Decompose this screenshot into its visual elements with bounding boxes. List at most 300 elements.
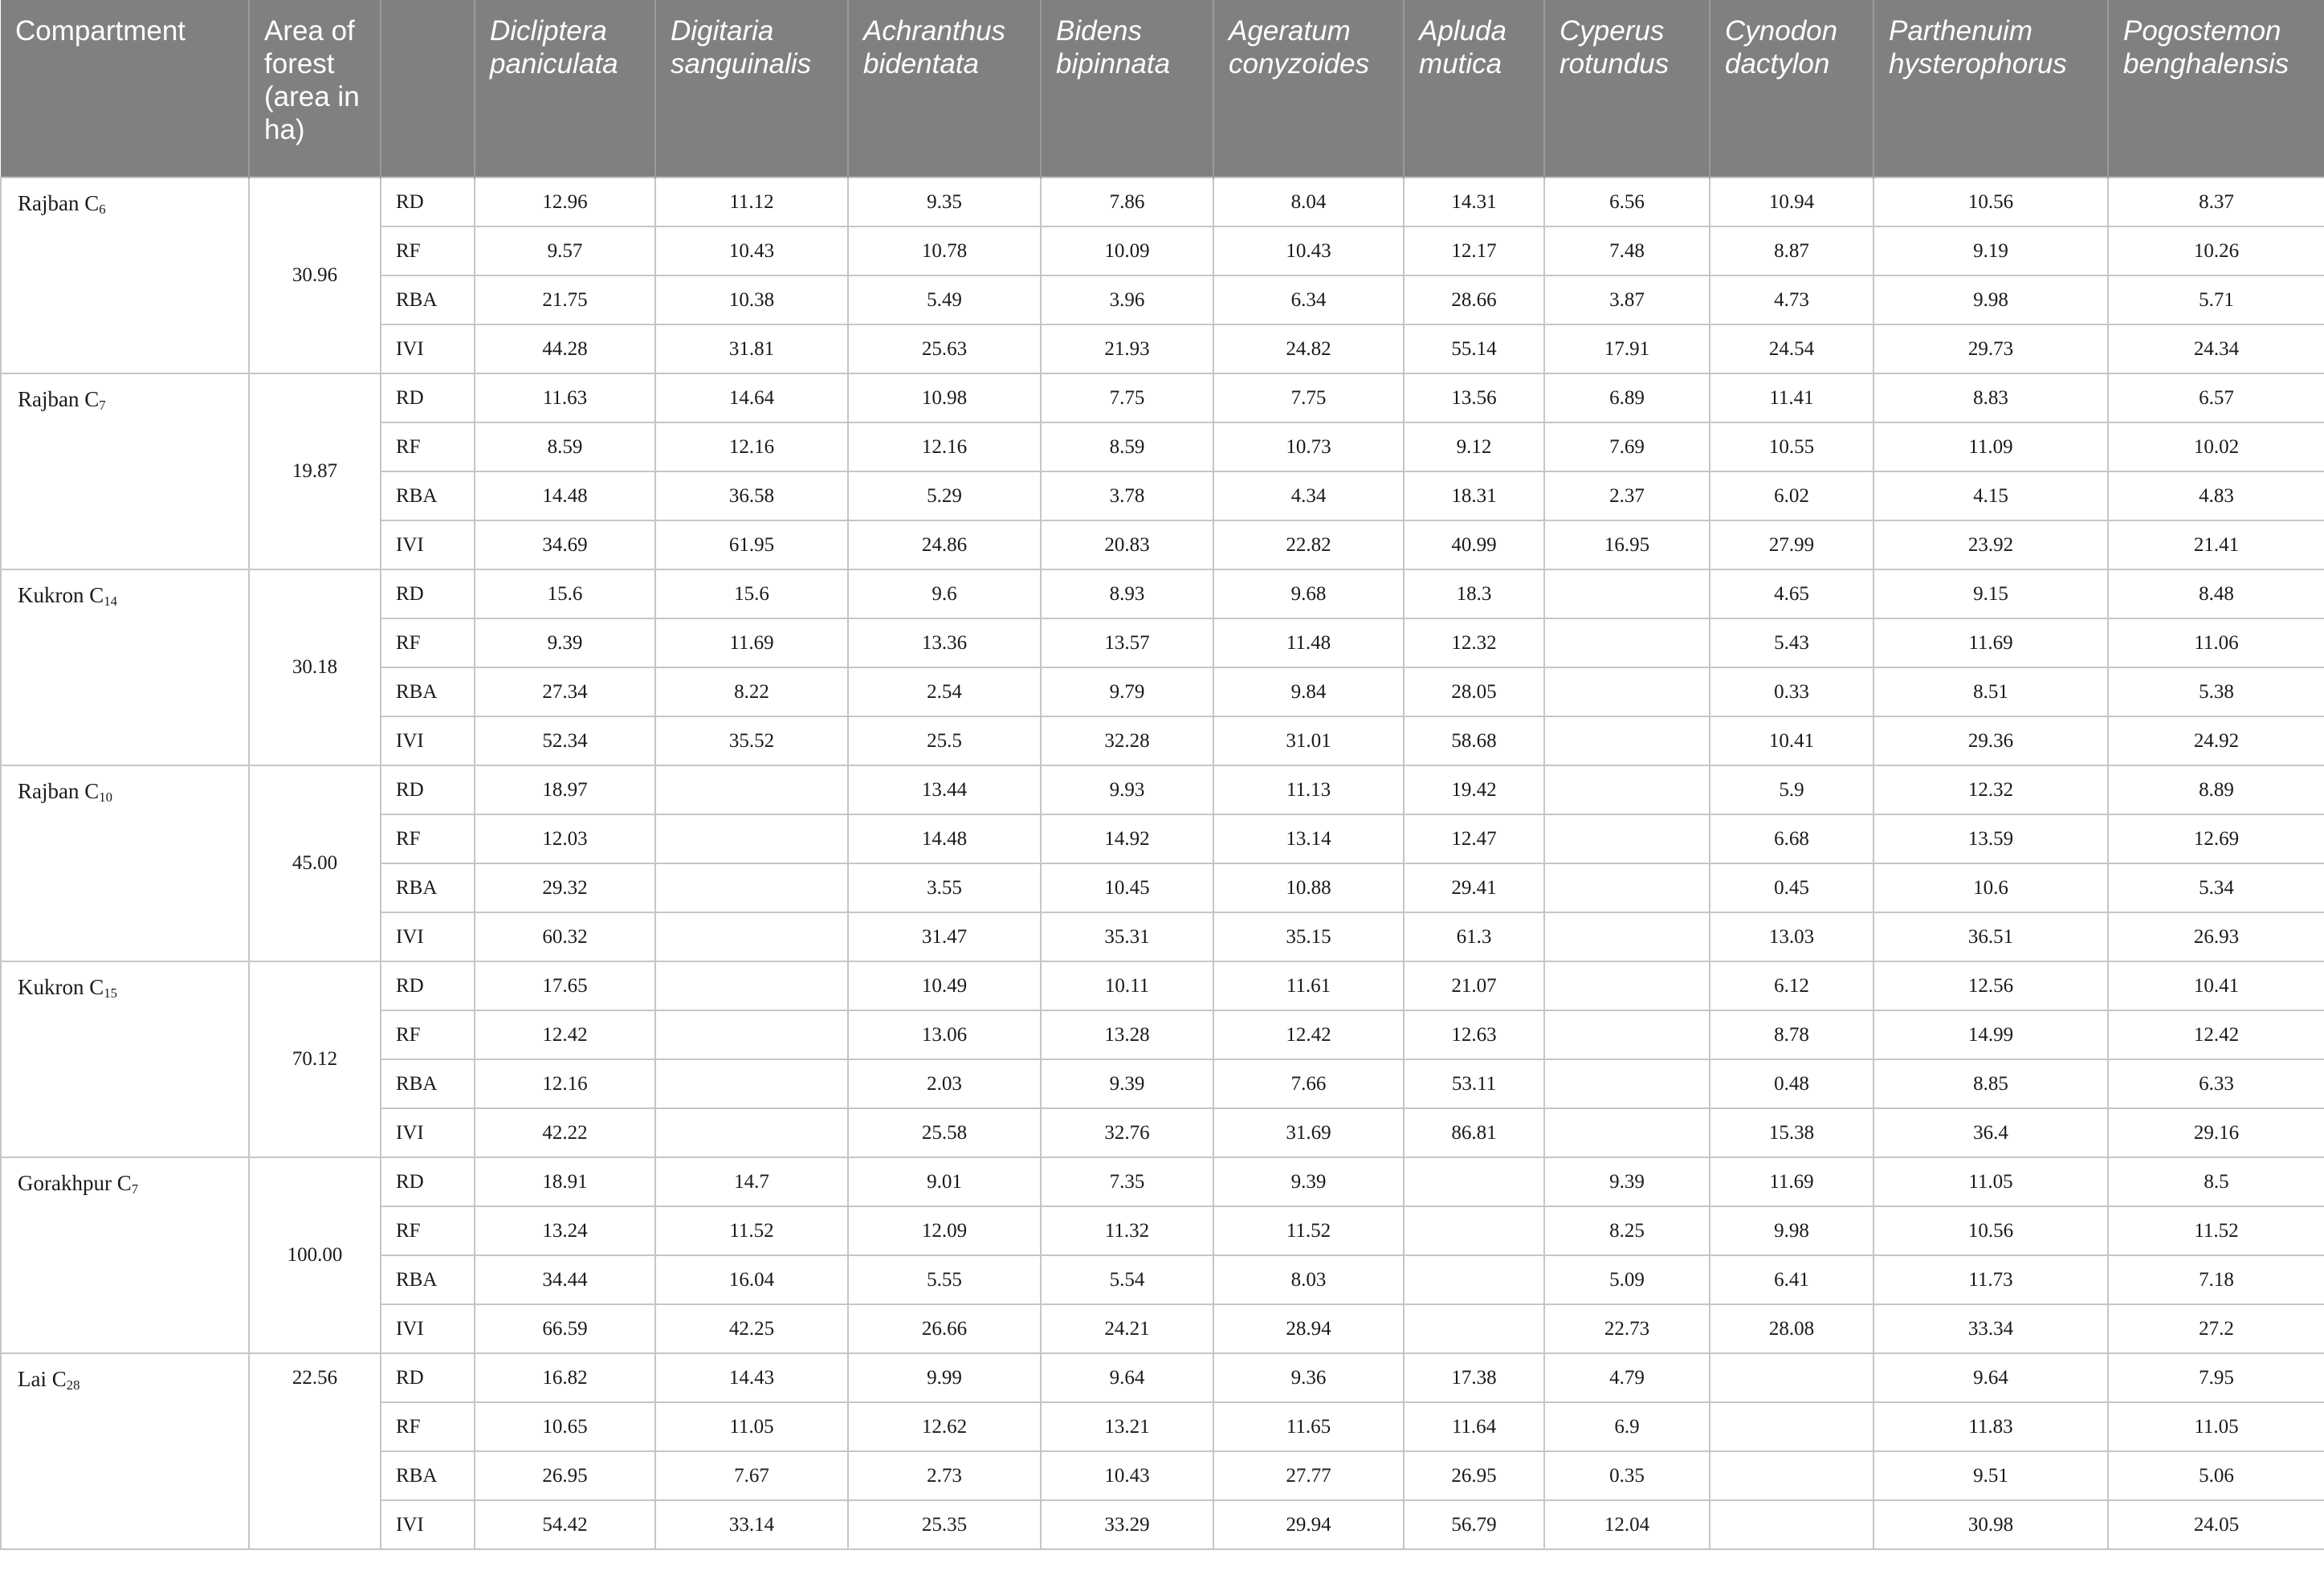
value-cell: 12.17 [1404, 226, 1544, 275]
value-cell: 34.69 [475, 520, 655, 569]
header-species: Dicliptera paniculata [475, 0, 655, 177]
value-cell: 26.93 [2108, 912, 2324, 961]
value-cell: 18.97 [475, 765, 655, 814]
value-cell [655, 1108, 848, 1157]
value-cell [1544, 814, 1710, 863]
value-cell: 28.94 [1213, 1304, 1404, 1353]
value-cell: 7.18 [2108, 1255, 2324, 1304]
value-cell [655, 961, 848, 1010]
value-cell: 12.32 [1873, 765, 2108, 814]
header-species: Parthenuim hysterophorus [1873, 0, 2108, 177]
value-cell: 8.89 [2108, 765, 2324, 814]
value-cell: 12.63 [1404, 1010, 1544, 1059]
value-cell: 9.36 [1213, 1353, 1404, 1402]
value-cell [1710, 1353, 1873, 1402]
value-cell: 86.81 [1404, 1108, 1544, 1157]
table-row [1, 373, 2324, 422]
value-cell: 36.4 [1873, 1108, 2108, 1157]
value-cell: 14.99 [1873, 1010, 2108, 1059]
value-cell: 31.01 [1213, 716, 1404, 765]
value-cell: 11.64 [1404, 1402, 1544, 1451]
compartment-number: 7 [131, 1181, 139, 1197]
value-cell: 27.77 [1213, 1451, 1404, 1500]
value-cell: 3.96 [1041, 275, 1213, 324]
compartment-number: 10 [99, 789, 112, 806]
parameter-cell: RD [381, 1157, 475, 1206]
parameter-cell: RD [381, 569, 475, 618]
value-cell: 21.07 [1404, 961, 1544, 1010]
value-cell: 9.57 [475, 226, 655, 275]
value-cell: 26.66 [848, 1304, 1041, 1353]
value-cell: 11.32 [1041, 1206, 1213, 1255]
parameter-cell: RBA [381, 667, 475, 716]
value-cell: 13.06 [848, 1010, 1041, 1059]
value-cell: 0.48 [1710, 1059, 1873, 1108]
value-cell: 15.38 [1710, 1108, 1873, 1157]
value-cell: 44.28 [475, 324, 655, 373]
value-cell: 5.43 [1710, 618, 1873, 667]
value-cell: 24.92 [2108, 716, 2324, 765]
value-cell: 32.76 [1041, 1108, 1213, 1157]
parameter-cell: RBA [381, 1059, 475, 1108]
value-cell: 29.16 [2108, 1108, 2324, 1157]
value-cell: 22.73 [1544, 1304, 1710, 1353]
value-cell: 5.06 [2108, 1451, 2324, 1500]
compartment-name: Lai C [18, 1367, 67, 1391]
value-cell [655, 912, 848, 961]
value-cell: 10.88 [1213, 863, 1404, 912]
value-cell: 32.28 [1041, 716, 1213, 765]
value-cell: 52.34 [475, 716, 655, 765]
value-cell: 42.22 [475, 1108, 655, 1157]
value-cell: 10.56 [1873, 177, 2108, 226]
value-cell: 17.91 [1544, 324, 1710, 373]
area-cell: 100.00 [249, 1157, 381, 1353]
value-cell: 13.14 [1213, 814, 1404, 863]
header-species: Achranthus bidentata [848, 0, 1041, 177]
value-cell: 12.69 [2108, 814, 2324, 863]
value-cell: 6.56 [1544, 177, 1710, 226]
value-cell: 28.66 [1404, 275, 1544, 324]
value-cell: 11.48 [1213, 618, 1404, 667]
compartment-name: Rajban C [18, 387, 100, 411]
value-cell: 8.59 [475, 422, 655, 471]
value-cell: 22.82 [1213, 520, 1404, 569]
value-cell: 12.42 [1213, 1010, 1404, 1059]
value-cell [1544, 961, 1710, 1010]
value-cell: 10.6 [1873, 863, 2108, 912]
value-cell: 33.34 [1873, 1304, 2108, 1353]
value-cell: 21.93 [1041, 324, 1213, 373]
value-cell [1544, 1108, 1710, 1157]
value-cell: 9.19 [1873, 226, 2108, 275]
value-cell: 24.05 [2108, 1500, 2324, 1549]
value-cell: 25.35 [848, 1500, 1041, 1549]
value-cell: 3.78 [1041, 471, 1213, 520]
header-parameter [381, 0, 475, 177]
value-cell: 25.5 [848, 716, 1041, 765]
value-cell: 10.43 [1213, 226, 1404, 275]
compartment-name: Gorakhpur C [18, 1171, 132, 1195]
value-cell: 8.22 [655, 667, 848, 716]
value-cell: 21.41 [2108, 520, 2324, 569]
value-cell: 5.71 [2108, 275, 2324, 324]
value-cell: 9.01 [848, 1157, 1041, 1206]
header-species: Apluda mutica [1404, 0, 1544, 177]
value-cell: 66.59 [475, 1304, 655, 1353]
value-cell: 9.99 [848, 1353, 1041, 1402]
value-cell: 29.73 [1873, 324, 2108, 373]
value-cell: 31.47 [848, 912, 1041, 961]
value-cell: 7.69 [1544, 422, 1710, 471]
compartment-number: 15 [104, 985, 117, 1002]
value-cell: 10.65 [475, 1402, 655, 1451]
header-species: Ageratum conyzoides [1213, 0, 1404, 177]
table-row [1, 569, 2324, 618]
value-cell: 10.41 [2108, 961, 2324, 1010]
value-cell: 12.09 [848, 1206, 1041, 1255]
parameter-cell: RF [381, 1206, 475, 1255]
parameter-cell: RD [381, 961, 475, 1010]
value-cell [655, 1010, 848, 1059]
value-cell: 8.85 [1873, 1059, 2108, 1108]
value-cell: 17.38 [1404, 1353, 1544, 1402]
value-cell: 25.58 [848, 1108, 1041, 1157]
value-cell: 14.64 [655, 373, 848, 422]
value-cell: 4.73 [1710, 275, 1873, 324]
table-body [1, 177, 2324, 1549]
compartment-cell [1, 765, 249, 961]
value-cell: 35.31 [1041, 912, 1213, 961]
value-cell [1710, 1402, 1873, 1451]
compartment-name: Kukron C [18, 583, 104, 607]
parameter-cell: RF [381, 618, 475, 667]
value-cell: 8.48 [2108, 569, 2324, 618]
value-cell: 58.68 [1404, 716, 1544, 765]
value-cell: 24.21 [1041, 1304, 1213, 1353]
value-cell: 6.9 [1544, 1402, 1710, 1451]
value-cell: 12.04 [1544, 1500, 1710, 1549]
value-cell: 13.03 [1710, 912, 1873, 961]
header-species: Pogostemon benghalensis [2108, 0, 2324, 177]
value-cell: 12.47 [1404, 814, 1544, 863]
value-cell: 5.29 [848, 471, 1041, 520]
value-cell [655, 765, 848, 814]
value-cell: 30.98 [1873, 1500, 2108, 1549]
value-cell: 18.3 [1404, 569, 1544, 618]
value-cell: 10.09 [1041, 226, 1213, 275]
value-cell: 21.75 [475, 275, 655, 324]
header-row [1, 0, 2324, 177]
value-cell: 11.65 [1213, 1402, 1404, 1451]
value-cell: 11.41 [1710, 373, 1873, 422]
value-cell: 11.05 [2108, 1402, 2324, 1451]
value-cell: 16.82 [475, 1353, 655, 1402]
value-cell: 4.79 [1544, 1353, 1710, 1402]
compartment-cell [1, 177, 249, 373]
value-cell: 5.54 [1041, 1255, 1213, 1304]
header-area: Area of forest (area in ha) [249, 0, 381, 177]
value-cell: 11.73 [1873, 1255, 2108, 1304]
value-cell: 23.92 [1873, 520, 2108, 569]
value-cell: 29.36 [1873, 716, 2108, 765]
value-cell: 13.56 [1404, 373, 1544, 422]
value-cell: 4.34 [1213, 471, 1404, 520]
value-cell: 10.11 [1041, 961, 1213, 1010]
value-cell [1710, 1500, 1873, 1549]
value-cell [1544, 667, 1710, 716]
value-cell: 2.54 [848, 667, 1041, 716]
value-cell: 61.95 [655, 520, 848, 569]
parameter-cell: RD [381, 1353, 475, 1402]
value-cell: 9.39 [1213, 1157, 1404, 1206]
value-cell: 12.32 [1404, 618, 1544, 667]
compartment-name: Rajban C [18, 191, 100, 215]
value-cell: 3.87 [1544, 275, 1710, 324]
value-cell: 0.45 [1710, 863, 1873, 912]
value-cell [1544, 618, 1710, 667]
parameter-cell: IVI [381, 1500, 475, 1549]
value-cell: 9.64 [1873, 1353, 2108, 1402]
value-cell: 12.62 [848, 1402, 1041, 1451]
value-cell: 40.99 [1404, 520, 1544, 569]
value-cell [1404, 1255, 1544, 1304]
value-cell: 33.14 [655, 1500, 848, 1549]
value-cell: 24.54 [1710, 324, 1873, 373]
compartment-cell [1, 569, 249, 765]
value-cell: 10.43 [655, 226, 848, 275]
value-cell: 31.81 [655, 324, 848, 373]
value-cell: 56.79 [1404, 1500, 1544, 1549]
header-species: Cynodon dactylon [1710, 0, 1873, 177]
parameter-cell: RD [381, 373, 475, 422]
value-cell [1544, 912, 1710, 961]
value-cell [1544, 1010, 1710, 1059]
value-cell: 14.7 [655, 1157, 848, 1206]
value-cell: 11.05 [1873, 1157, 2108, 1206]
value-cell: 7.75 [1041, 373, 1213, 422]
value-cell: 31.69 [1213, 1108, 1404, 1157]
value-cell: 10.38 [655, 275, 848, 324]
value-cell: 61.3 [1404, 912, 1544, 961]
value-cell: 14.92 [1041, 814, 1213, 863]
value-cell: 36.51 [1873, 912, 2108, 961]
value-cell: 11.61 [1213, 961, 1404, 1010]
value-cell: 12.96 [475, 177, 655, 226]
value-cell: 7.75 [1213, 373, 1404, 422]
parameter-cell: RBA [381, 1451, 475, 1500]
value-cell: 12.16 [475, 1059, 655, 1108]
value-cell: 17.65 [475, 961, 655, 1010]
compartment-number: 7 [99, 398, 106, 414]
compartment-cell [1, 1353, 249, 1549]
value-cell: 7.66 [1213, 1059, 1404, 1108]
value-cell: 9.39 [1041, 1059, 1213, 1108]
value-cell: 10.26 [2108, 226, 2324, 275]
value-cell: 8.87 [1710, 226, 1873, 275]
value-cell: 10.43 [1041, 1451, 1213, 1500]
parameter-cell: RD [381, 177, 475, 226]
value-cell: 9.12 [1404, 422, 1544, 471]
value-cell: 5.38 [2108, 667, 2324, 716]
parameter-cell: RF [381, 1402, 475, 1451]
value-cell: 11.13 [1213, 765, 1404, 814]
value-cell [655, 1059, 848, 1108]
value-cell: 8.25 [1544, 1206, 1710, 1255]
parameter-cell: IVI [381, 912, 475, 961]
value-cell: 14.48 [475, 471, 655, 520]
value-cell: 34.44 [475, 1255, 655, 1304]
value-cell: 12.42 [475, 1010, 655, 1059]
value-cell: 18.31 [1404, 471, 1544, 520]
value-cell: 60.32 [475, 912, 655, 961]
value-cell: 7.95 [2108, 1353, 2324, 1402]
value-cell: 10.02 [2108, 422, 2324, 471]
compartment-cell [1, 961, 249, 1157]
value-cell: 6.68 [1710, 814, 1873, 863]
value-cell: 13.57 [1041, 618, 1213, 667]
value-cell: 12.03 [475, 814, 655, 863]
value-cell: 2.03 [848, 1059, 1041, 1108]
value-cell: 8.78 [1710, 1010, 1873, 1059]
value-cell [1544, 569, 1710, 618]
value-cell: 0.35 [1544, 1451, 1710, 1500]
value-cell: 55.14 [1404, 324, 1544, 373]
value-cell: 6.12 [1710, 961, 1873, 1010]
value-cell: 20.83 [1041, 520, 1213, 569]
parameter-cell: RF [381, 226, 475, 275]
value-cell: 8.37 [2108, 177, 2324, 226]
parameter-cell: RF [381, 814, 475, 863]
compartment-name: Rajban C [18, 779, 100, 803]
table-row [1, 1353, 2324, 1402]
value-cell [1544, 716, 1710, 765]
parameter-cell: IVI [381, 716, 475, 765]
value-cell: 6.02 [1710, 471, 1873, 520]
value-cell: 12.42 [2108, 1010, 2324, 1059]
value-cell [655, 863, 848, 912]
value-cell [655, 814, 848, 863]
parameter-cell: RF [381, 1010, 475, 1059]
header-species: Bidens bipinnata [1041, 0, 1213, 177]
value-cell: 8.93 [1041, 569, 1213, 618]
area-cell: 22.56 [249, 1353, 381, 1549]
parameter-cell: IVI [381, 1304, 475, 1353]
value-cell: 9.79 [1041, 667, 1213, 716]
value-cell: 10.55 [1710, 422, 1873, 471]
value-cell: 35.52 [655, 716, 848, 765]
value-cell: 13.59 [1873, 814, 2108, 863]
value-cell: 5.55 [848, 1255, 1041, 1304]
value-cell: 8.83 [1873, 373, 2108, 422]
value-cell: 5.9 [1710, 765, 1873, 814]
parameter-cell: IVI [381, 520, 475, 569]
value-cell: 15.6 [475, 569, 655, 618]
parameter-cell: RBA [381, 471, 475, 520]
value-cell: 7.86 [1041, 177, 1213, 226]
value-cell [1544, 765, 1710, 814]
value-cell: 19.42 [1404, 765, 1544, 814]
value-cell: 29.94 [1213, 1500, 1404, 1549]
area-cell: 30.96 [249, 177, 381, 373]
value-cell: 2.37 [1544, 471, 1710, 520]
area-cell: 30.18 [249, 569, 381, 765]
value-cell: 7.67 [655, 1451, 848, 1500]
value-cell: 11.06 [2108, 618, 2324, 667]
value-cell: 13.36 [848, 618, 1041, 667]
value-cell: 11.05 [655, 1402, 848, 1451]
value-cell: 14.31 [1404, 177, 1544, 226]
value-cell: 7.48 [1544, 226, 1710, 275]
value-cell: 5.34 [2108, 863, 2324, 912]
value-cell: 9.68 [1213, 569, 1404, 618]
value-cell: 11.52 [655, 1206, 848, 1255]
table-row [1, 961, 2324, 1010]
value-cell: 9.93 [1041, 765, 1213, 814]
value-cell: 11.69 [655, 618, 848, 667]
value-cell: 29.32 [475, 863, 655, 912]
value-cell [1544, 863, 1710, 912]
value-cell: 27.34 [475, 667, 655, 716]
compartment-number: 14 [104, 594, 117, 610]
value-cell: 9.39 [475, 618, 655, 667]
value-cell: 9.35 [848, 177, 1041, 226]
header-species: Digitaria sanguinalis [655, 0, 848, 177]
value-cell: 42.25 [655, 1304, 848, 1353]
value-cell: 27.99 [1710, 520, 1873, 569]
compartment-cell [1, 373, 249, 569]
value-cell: 13.44 [848, 765, 1041, 814]
value-cell: 5.09 [1544, 1255, 1710, 1304]
value-cell: 12.16 [655, 422, 848, 471]
value-cell: 8.5 [2108, 1157, 2324, 1206]
value-cell: 14.48 [848, 814, 1041, 863]
value-cell: 8.04 [1213, 177, 1404, 226]
value-cell: 13.24 [475, 1206, 655, 1255]
table-row [1, 1157, 2324, 1206]
value-cell: 6.89 [1544, 373, 1710, 422]
value-cell: 25.63 [848, 324, 1041, 373]
value-cell: 11.09 [1873, 422, 2108, 471]
parameter-cell: RD [381, 765, 475, 814]
parameter-cell: RF [381, 422, 475, 471]
value-cell: 4.83 [2108, 471, 2324, 520]
value-cell: 5.49 [848, 275, 1041, 324]
compartment-cell [1, 1157, 249, 1353]
value-cell: 18.91 [475, 1157, 655, 1206]
value-cell: 10.49 [848, 961, 1041, 1010]
value-cell: 10.56 [1873, 1206, 2108, 1255]
value-cell: 27.2 [2108, 1304, 2324, 1353]
value-cell: 24.34 [2108, 324, 2324, 373]
value-cell: 26.95 [475, 1451, 655, 1500]
value-cell: 9.51 [1873, 1451, 2108, 1500]
value-cell [1544, 1059, 1710, 1108]
value-cell [1710, 1451, 1873, 1500]
value-cell: 8.51 [1873, 667, 2108, 716]
value-cell: 26.95 [1404, 1451, 1544, 1500]
area-cell: 45.00 [249, 765, 381, 961]
parameter-cell: RBA [381, 863, 475, 912]
value-cell: 9.98 [1710, 1206, 1873, 1255]
value-cell: 3.55 [848, 863, 1041, 912]
value-cell: 10.98 [848, 373, 1041, 422]
value-cell: 53.11 [1404, 1059, 1544, 1108]
value-cell: 4.65 [1710, 569, 1873, 618]
value-cell: 10.45 [1041, 863, 1213, 912]
value-cell: 9.64 [1041, 1353, 1213, 1402]
value-cell: 6.34 [1213, 275, 1404, 324]
